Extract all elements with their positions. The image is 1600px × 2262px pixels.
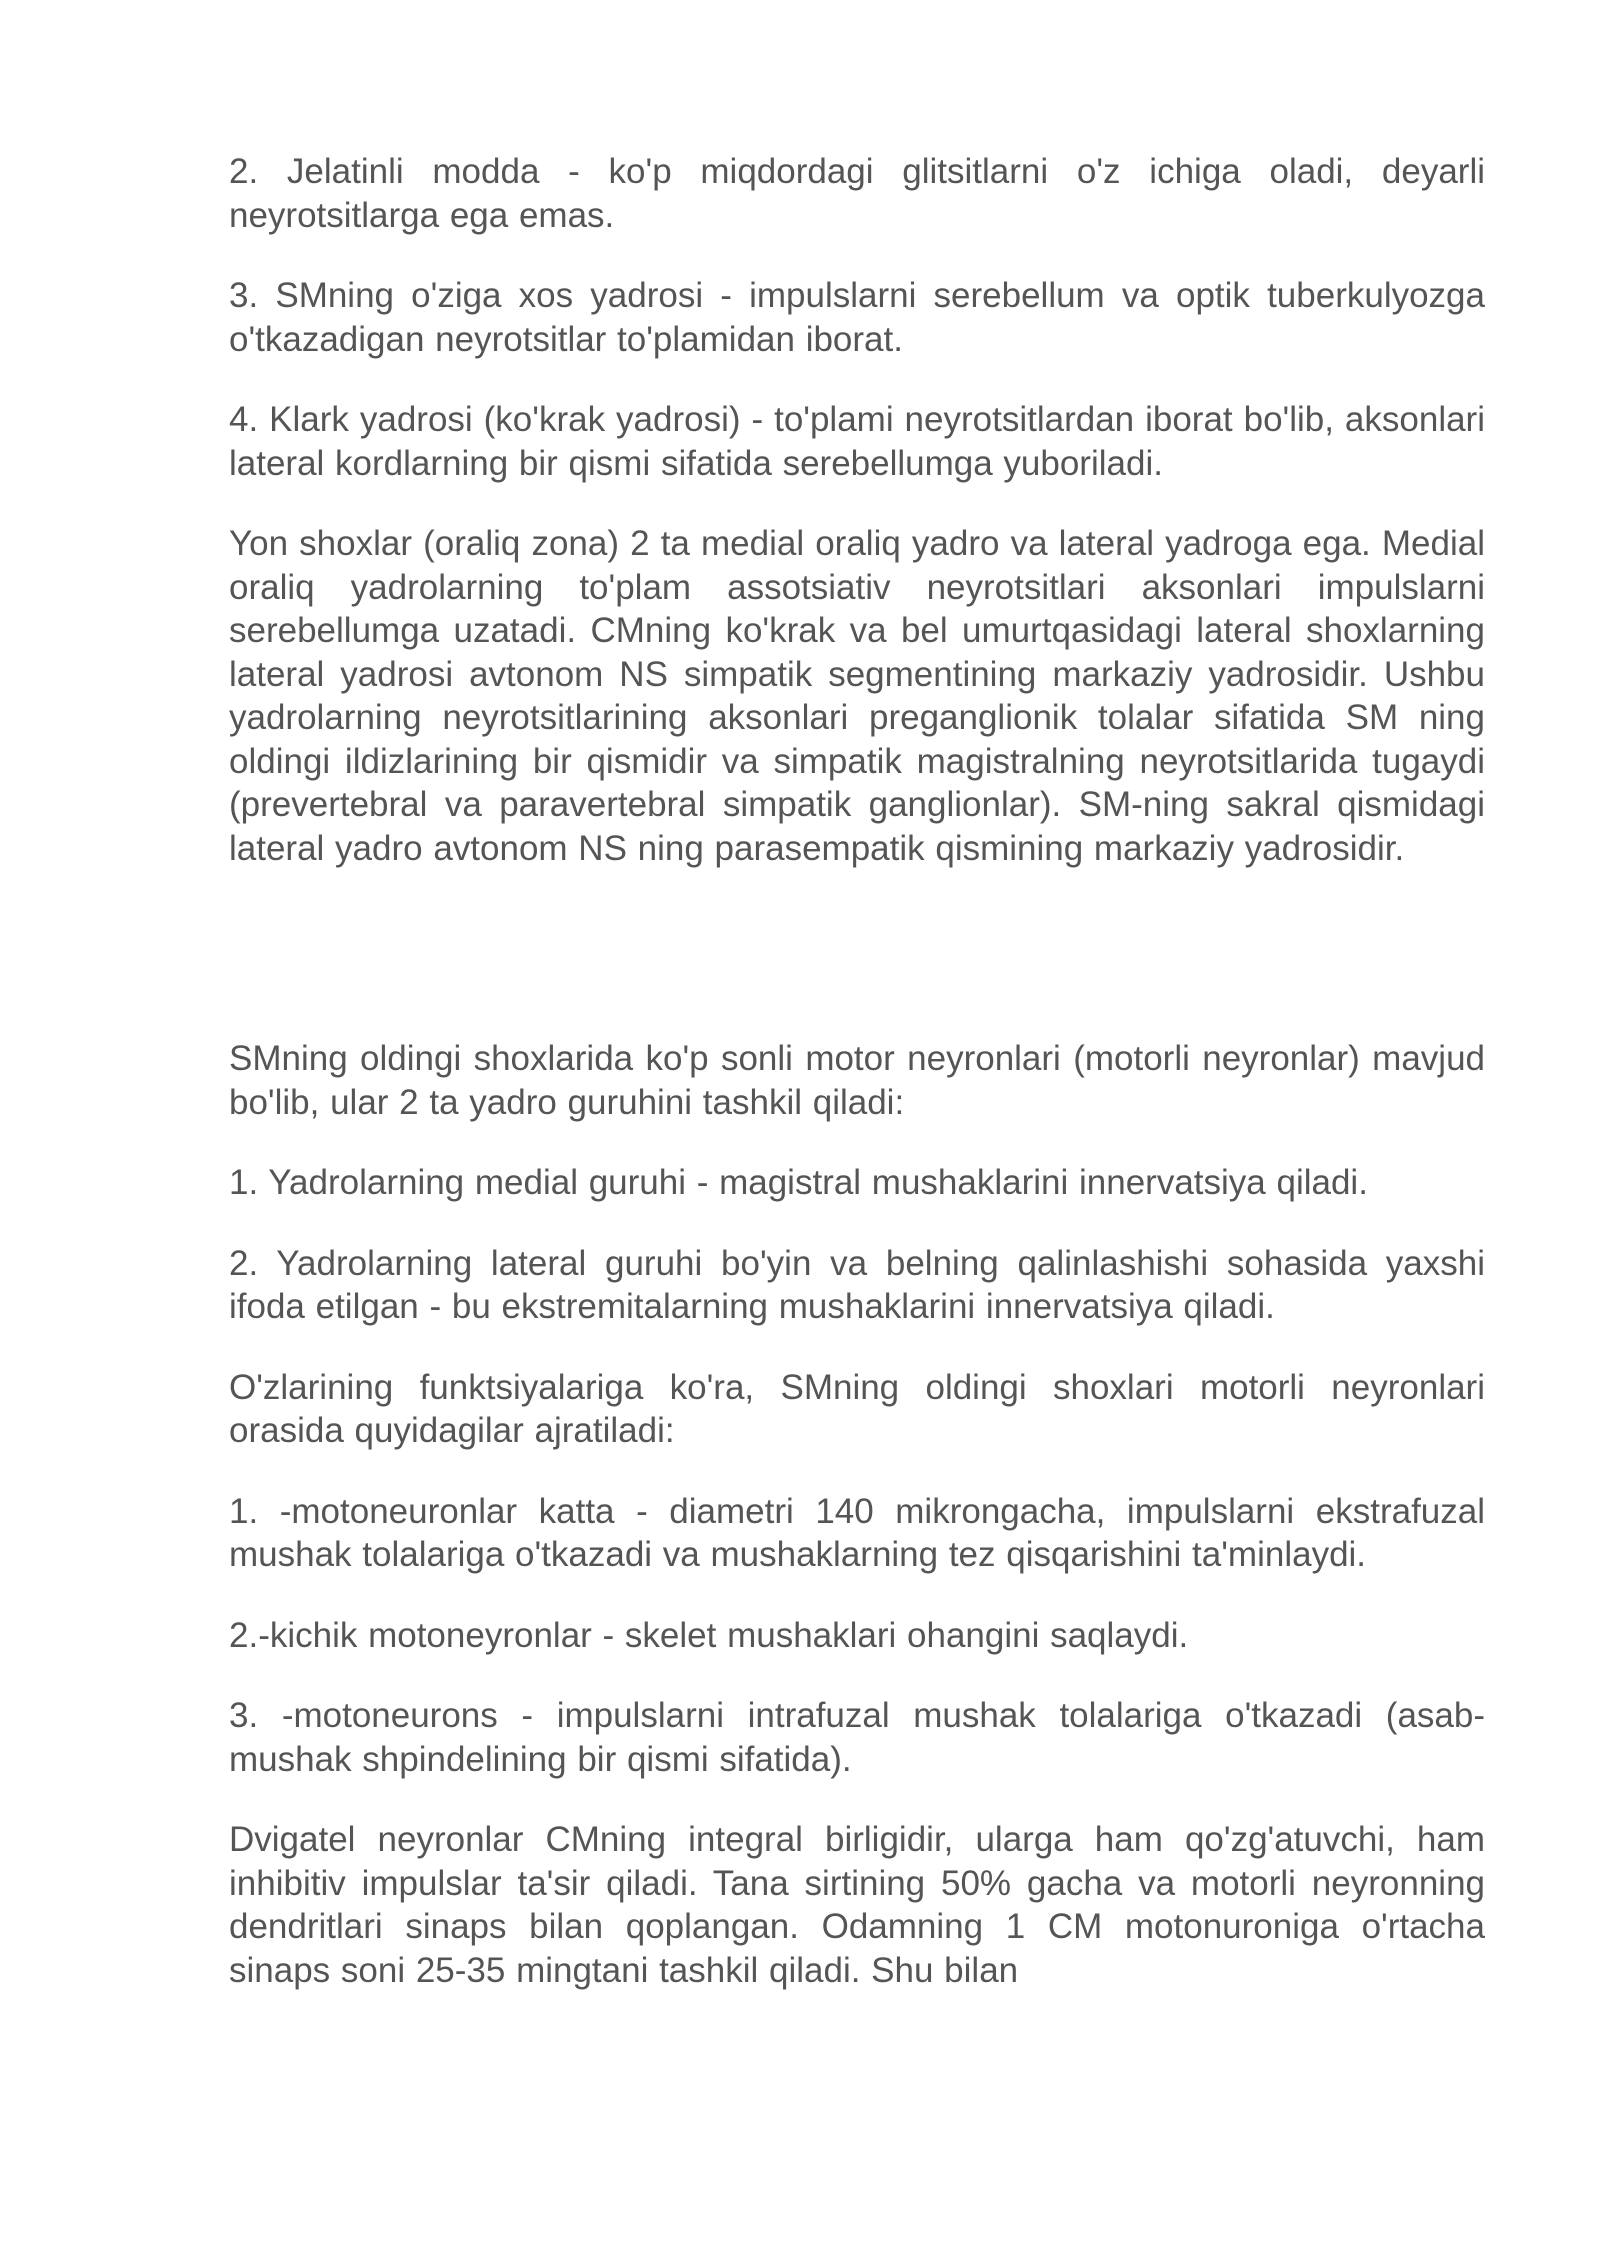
paragraph-functional-types: O'zlarining funktsiyalariga ko'ra, SMning oldingi shoxlari motorli neyronlari orasida quyidagilar ajratiladi: (229, 1367, 1485, 1450)
paragraph-gelatinous-substance: 2. Jelatinli modda - ko'p miqdordagi glitsitlarni o'z ichiga oladi, deyarli neyrotsitlarga ega emas. (229, 152, 1485, 235)
section-spacer (229, 907, 1485, 1037)
paragraph-proper-nucleus: 3. SMning o'ziga xos yadrosi - impulslarni serebellum va optik tuberkulyozga o'tkazadigan neyrotsitlar to'plamidan iborat. (229, 276, 1485, 359)
paragraph-motor-neurons-synapses: Dvigatel neyronlar CMning integral birligidir, ularga ham qo'zg'atuvchi, ham inhibitiv impulslar ta'sir qiladi. Tana sirtining 50% gacha va motorli neyronning dendritlari sinaps bilan qoplangan. Odamning 1 CM motonuroniga o'rtacha sinaps soni 25-35 mingtani tashkil qiladi. Shu bilan (229, 1820, 1485, 1990)
paragraph-alpha-motoneurons: 1. -motoneuronlar katta - diametri 140 mikrongacha, impulslarni ekstrafuzal mushak tolalariga o'tkazadi va mushaklarning tez qisqarishini ta'minlaydi. (229, 1491, 1485, 1574)
paragraph-lateral-horns: Yon shoxlar (oraliq zona) 2 ta medial oraliq yadro va lateral yadroga ega. Medial oraliq yadrolarning to'plam assotsiativ neyrotsitlari aksonlari impulslarni serebellumga uzatadi. CMning ko'krak va bel umurtqasidagi lateral shoxlarning lateral yadrosi avtonom NS simpatik segmentining markaziy yadrosidir. Ushbu yadrolarning neyrotsitlarining aksonlari preganglionik tolalar sifatida SM ning oldingi ildizlarining bir qismidir va simpatik magistralning neyrotsitlarida tugaydi (prevertebral va paravertebral simpatik ganglionlar). SM-ning sakral qismidagi lateral yadro avtonom NS ning parasempatik qismining markaziy yadrosidir. (229, 524, 1485, 868)
document-page (229, 150, 1485, 2029)
paragraph-anterior-horns: SMning oldingi shoxlarida ko'p sonli motor neyronlari (motorli neyronlar) mavjud bo'lib, ular 2 ta yadro guruhini tashkil qiladi: (229, 1039, 1485, 1122)
paragraph-clarke-nucleus: 4. Klark yadrosi (ko'krak yadrosi) - to'plami neyrotsitlardan iborat bo'lib, aksonlari lateral kordlarning bir qismi sifatida serebellumga yuboriladi. (229, 400, 1485, 483)
paragraph-small-motoneurons: 2.-kichik motoneyronlar - skelet mushaklari ohangini saqlaydi. (229, 1615, 1189, 1655)
paragraph-lateral-group: 2. Yadrolarning lateral guruhi bo'yin va belning qalinlashishi sohasida yaxshi ifoda etilgan - bu ekstremitalarning mushaklarini innervatsiya qiladi. (229, 1243, 1485, 1326)
paragraph-gamma-motoneurons: 3. -motoneurons - impulslarni intrafuzal mushak tolalariga o'tkazadi (asab-mushak shpindelining bir qismi sifatida). (229, 1696, 1485, 1779)
paragraph-medial-group: 1. Yadrolarning medial guruhi - magistral mushaklarini innervatsiya qiladi. (229, 1163, 1368, 1202)
